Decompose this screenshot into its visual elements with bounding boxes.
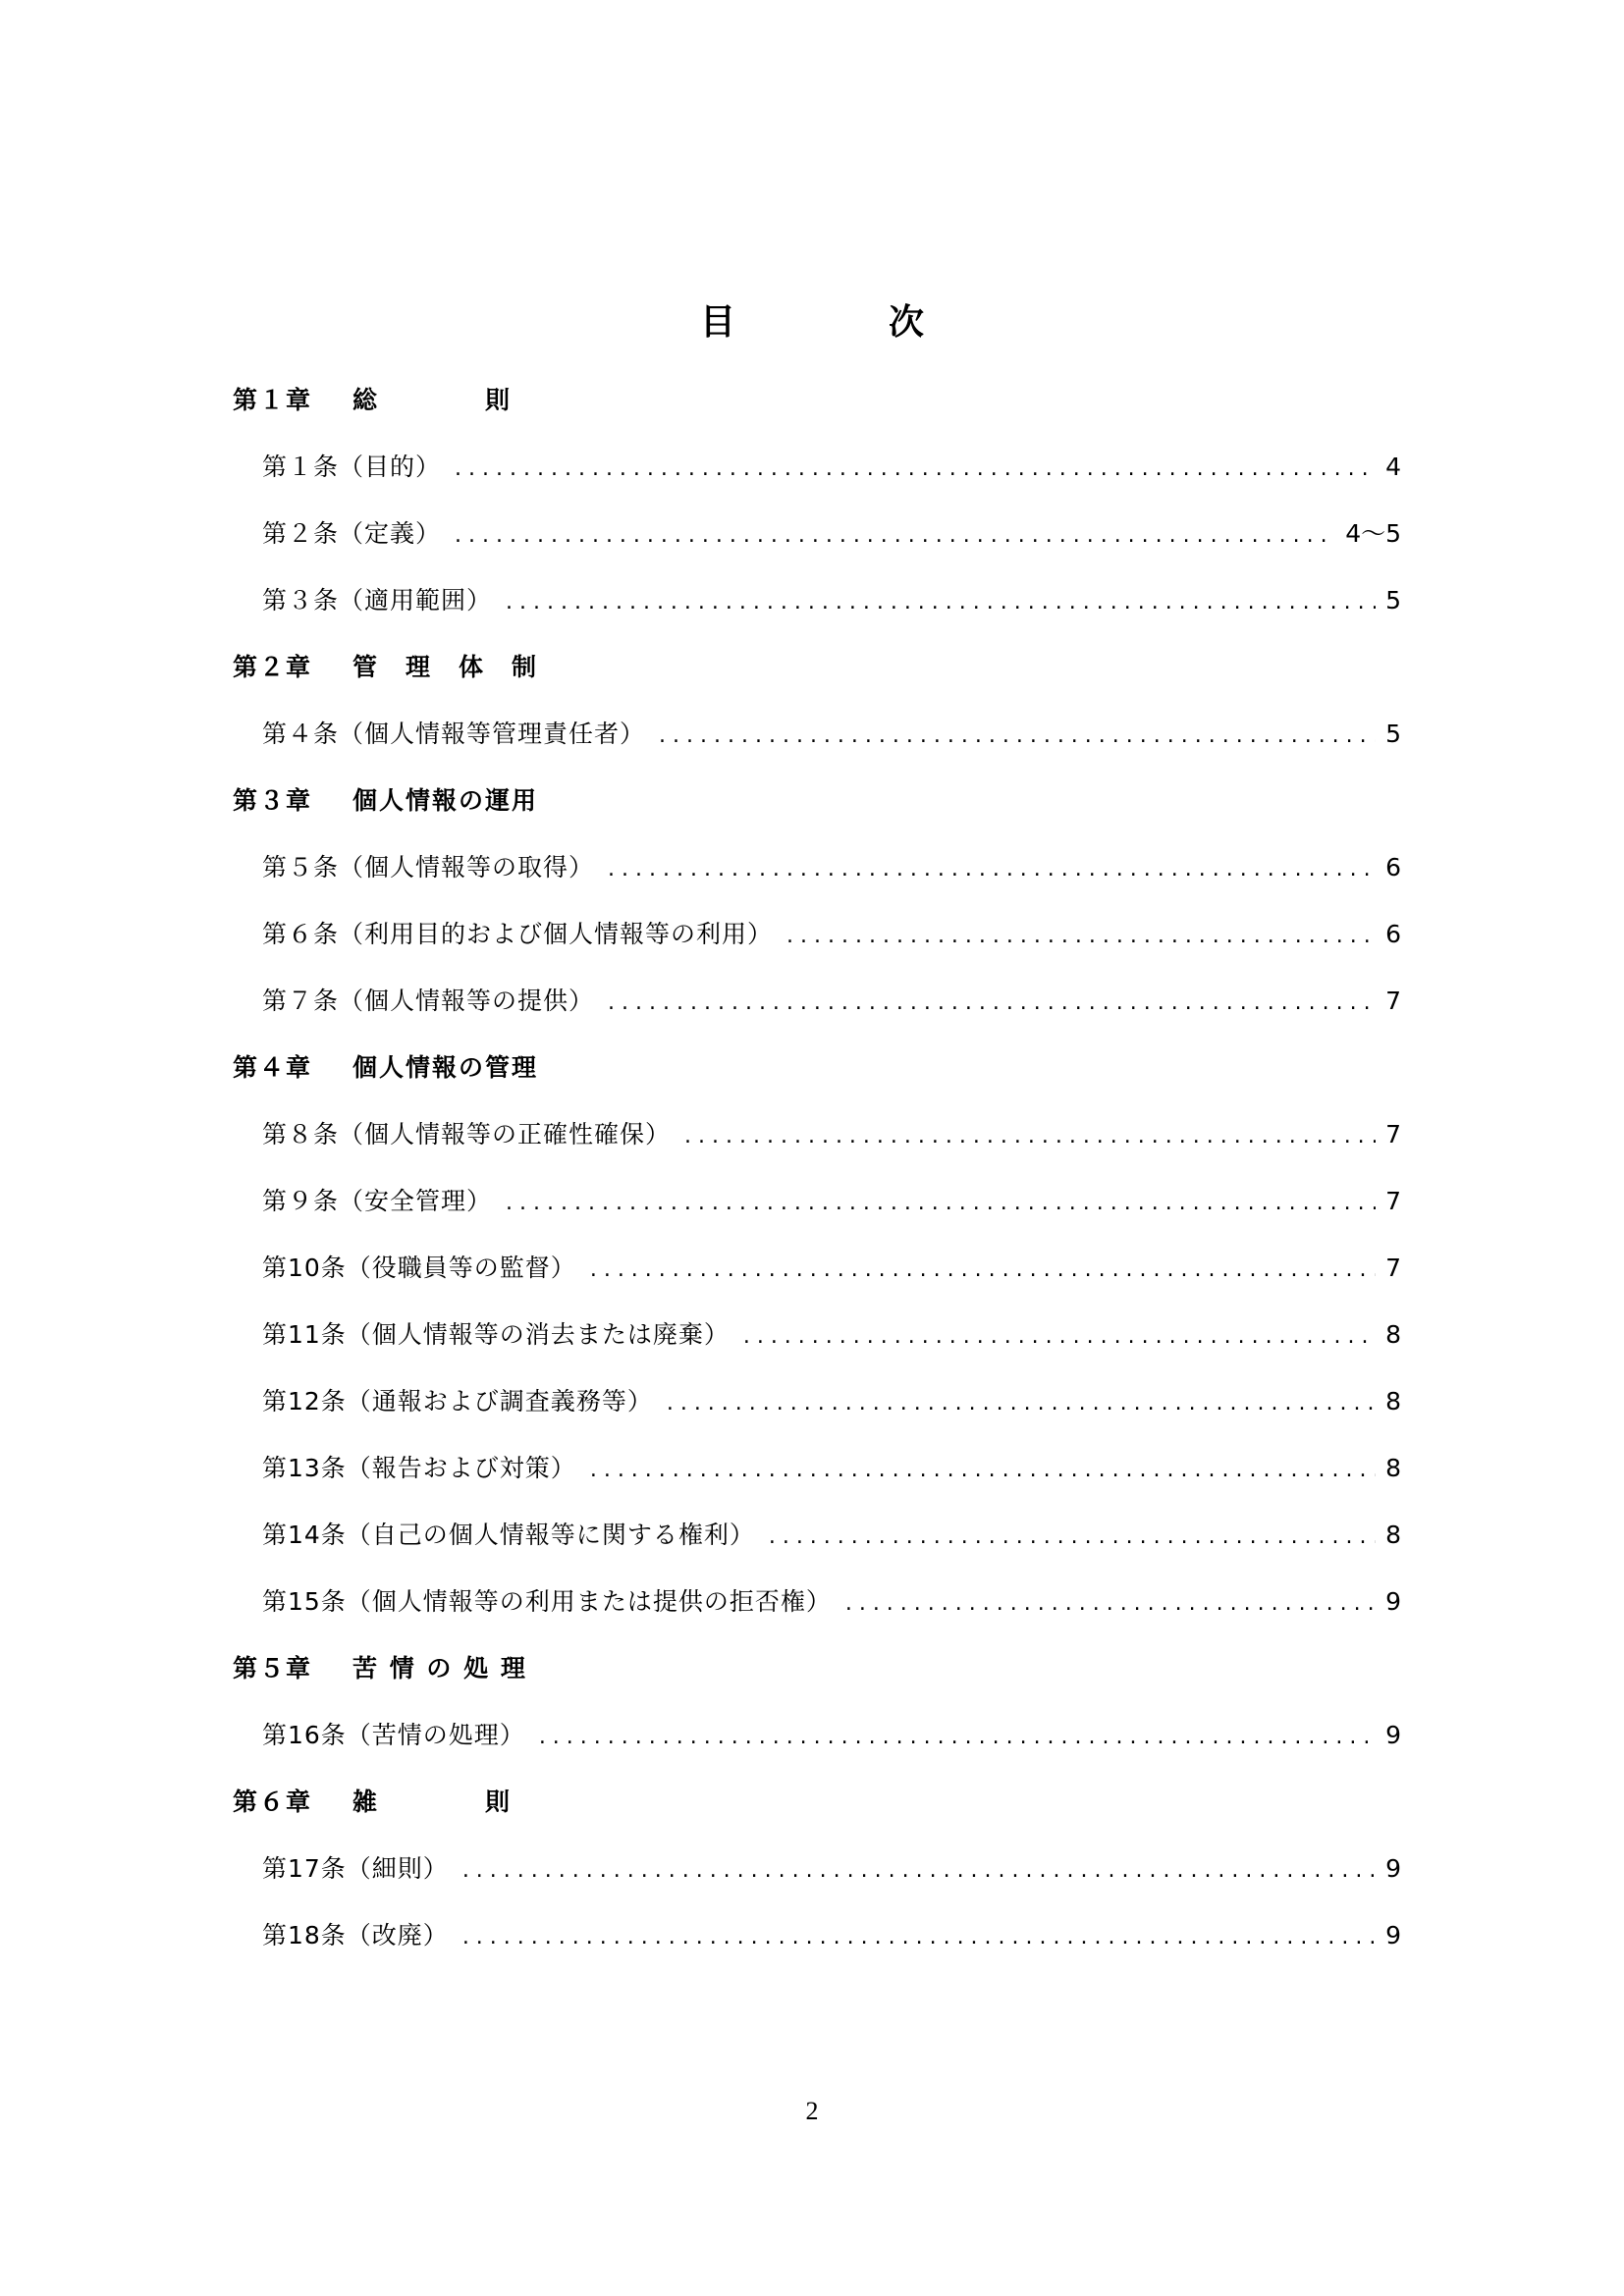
toc-entry[interactable] — [233, 1246, 1401, 1291]
toc-entry[interactable] — [233, 578, 1401, 623]
page-ref: 7 — [1385, 1254, 1401, 1282]
page-ref: 7 — [1385, 1120, 1401, 1148]
toc-entry[interactable] — [233, 1379, 1401, 1424]
chapter-title: 管 理 体 制 — [352, 653, 539, 681]
chapter-title: 雑 則 — [352, 1788, 513, 1816]
toc-entry[interactable] — [233, 1846, 1401, 1892]
article-label: 第16条（苦情の処理） — [262, 1721, 525, 1749]
dot-leader — [608, 981, 1376, 1026]
chapter-title: 個人情報の運用 — [352, 786, 539, 815]
dot-leader — [667, 1381, 1376, 1426]
dot-leader — [590, 1448, 1376, 1493]
article-label: 第12条（通報および調査義務等） — [262, 1387, 653, 1415]
page-ref: 9 — [1385, 1854, 1401, 1883]
page-ref: 6 — [1385, 853, 1401, 881]
page-ref: 5 — [1385, 720, 1401, 748]
article-label: 第９条（安全管理） — [262, 1187, 493, 1215]
article-label: 第２条（定義） — [262, 519, 442, 548]
toc-entry[interactable] — [233, 1713, 1401, 1758]
chapter-heading[interactable] — [233, 778, 1401, 824]
page-ref: 8 — [1385, 1521, 1401, 1549]
dot-leader — [845, 1581, 1376, 1627]
toc-entry[interactable] — [233, 1579, 1401, 1625]
chapter-number: 第４章 — [233, 1053, 313, 1082]
toc-list — [233, 378, 1401, 1980]
page-ref: 8 — [1385, 1387, 1401, 1415]
chapter-number: 第５章 — [233, 1654, 313, 1682]
toc-entry[interactable] — [233, 1446, 1401, 1491]
chapter-title: 個人情報の管理 — [352, 1053, 539, 1082]
toc-entry[interactable] — [233, 845, 1401, 890]
toc-entry[interactable] — [233, 912, 1401, 957]
dot-leader — [659, 714, 1376, 759]
dot-leader — [786, 914, 1376, 959]
page-ref: 4 — [1385, 453, 1401, 481]
dot-leader — [684, 1114, 1376, 1159]
article-label: 第17条（細則） — [262, 1854, 449, 1883]
toc-entry[interactable] — [233, 1112, 1401, 1157]
page-ref: 9 — [1385, 1921, 1401, 1949]
toc-entry[interactable] — [233, 1179, 1401, 1224]
dot-leader — [743, 1314, 1376, 1360]
dot-leader — [455, 513, 1335, 559]
article-label: 第５条（個人情報等の取得） — [262, 853, 595, 881]
article-label: 第18条（改廃） — [262, 1921, 449, 1949]
chapter-number: 第１章 — [233, 386, 313, 414]
chapter-heading[interactable] — [233, 378, 1401, 423]
chapter-heading[interactable] — [233, 1780, 1401, 1825]
toc-entry[interactable] — [233, 1513, 1401, 1558]
dot-leader — [608, 847, 1376, 892]
article-label: 第１条（目的） — [262, 453, 442, 481]
article-label: 第13条（報告および対策） — [262, 1454, 576, 1482]
dot-leader — [506, 580, 1376, 625]
toc-title: 目 次 — [699, 302, 983, 343]
page-number: 2 — [805, 2097, 819, 2125]
page-ref: 7 — [1385, 987, 1401, 1015]
dot-leader — [455, 447, 1376, 492]
dot-leader — [769, 1515, 1376, 1560]
chapter-heading[interactable] — [233, 1045, 1401, 1091]
chapter-number: 第２章 — [233, 653, 313, 681]
chapter-number: 第６章 — [233, 1788, 313, 1816]
page-ref: 7 — [1385, 1187, 1401, 1215]
article-label: 第11条（個人情報等の消去または廃棄） — [262, 1320, 730, 1349]
article-label: 第７条（個人情報等の提供） — [262, 987, 595, 1015]
toc-entry[interactable] — [233, 979, 1401, 1024]
article-label: 第３条（適用範囲） — [262, 586, 493, 614]
toc-entry[interactable] — [233, 511, 1401, 557]
page-ref: 8 — [1385, 1454, 1401, 1482]
chapter-heading[interactable] — [233, 1646, 1401, 1691]
page-ref: 9 — [1385, 1587, 1401, 1616]
dot-leader — [539, 1715, 1376, 1760]
chapter-title: 苦 情 の 処 理 — [352, 1654, 527, 1682]
dot-leader — [506, 1181, 1376, 1226]
toc-entry[interactable] — [233, 1312, 1401, 1358]
article-label: 第６条（利用目的および個人情報等の利用） — [262, 920, 774, 948]
article-label: 第14条（自己の個人情報等に関する権利） — [262, 1521, 755, 1549]
page-ref: 6 — [1385, 920, 1401, 948]
page-ref: 9 — [1385, 1721, 1401, 1749]
article-label: 第８条（個人情報等の正確性確保） — [262, 1120, 672, 1148]
page-ref: 8 — [1385, 1320, 1401, 1349]
toc-entry[interactable] — [233, 712, 1401, 757]
article-label: 第15条（個人情報等の利用または提供の拒否権） — [262, 1587, 832, 1616]
toc-entry[interactable] — [233, 1913, 1401, 1958]
dot-leader — [462, 1915, 1376, 1960]
article-label: 第10条（役職員等の監督） — [262, 1254, 576, 1282]
page-ref: 5 — [1385, 586, 1401, 614]
page-ref: 4～5 — [1345, 519, 1401, 548]
toc-entry[interactable] — [233, 445, 1401, 490]
dot-leader — [462, 1848, 1376, 1894]
chapter-number: 第３章 — [233, 786, 313, 815]
chapter-title: 総 則 — [352, 386, 513, 414]
article-label: 第４条（個人情報等管理責任者） — [262, 720, 646, 748]
chapter-heading[interactable] — [233, 645, 1401, 690]
dot-leader — [590, 1248, 1376, 1293]
